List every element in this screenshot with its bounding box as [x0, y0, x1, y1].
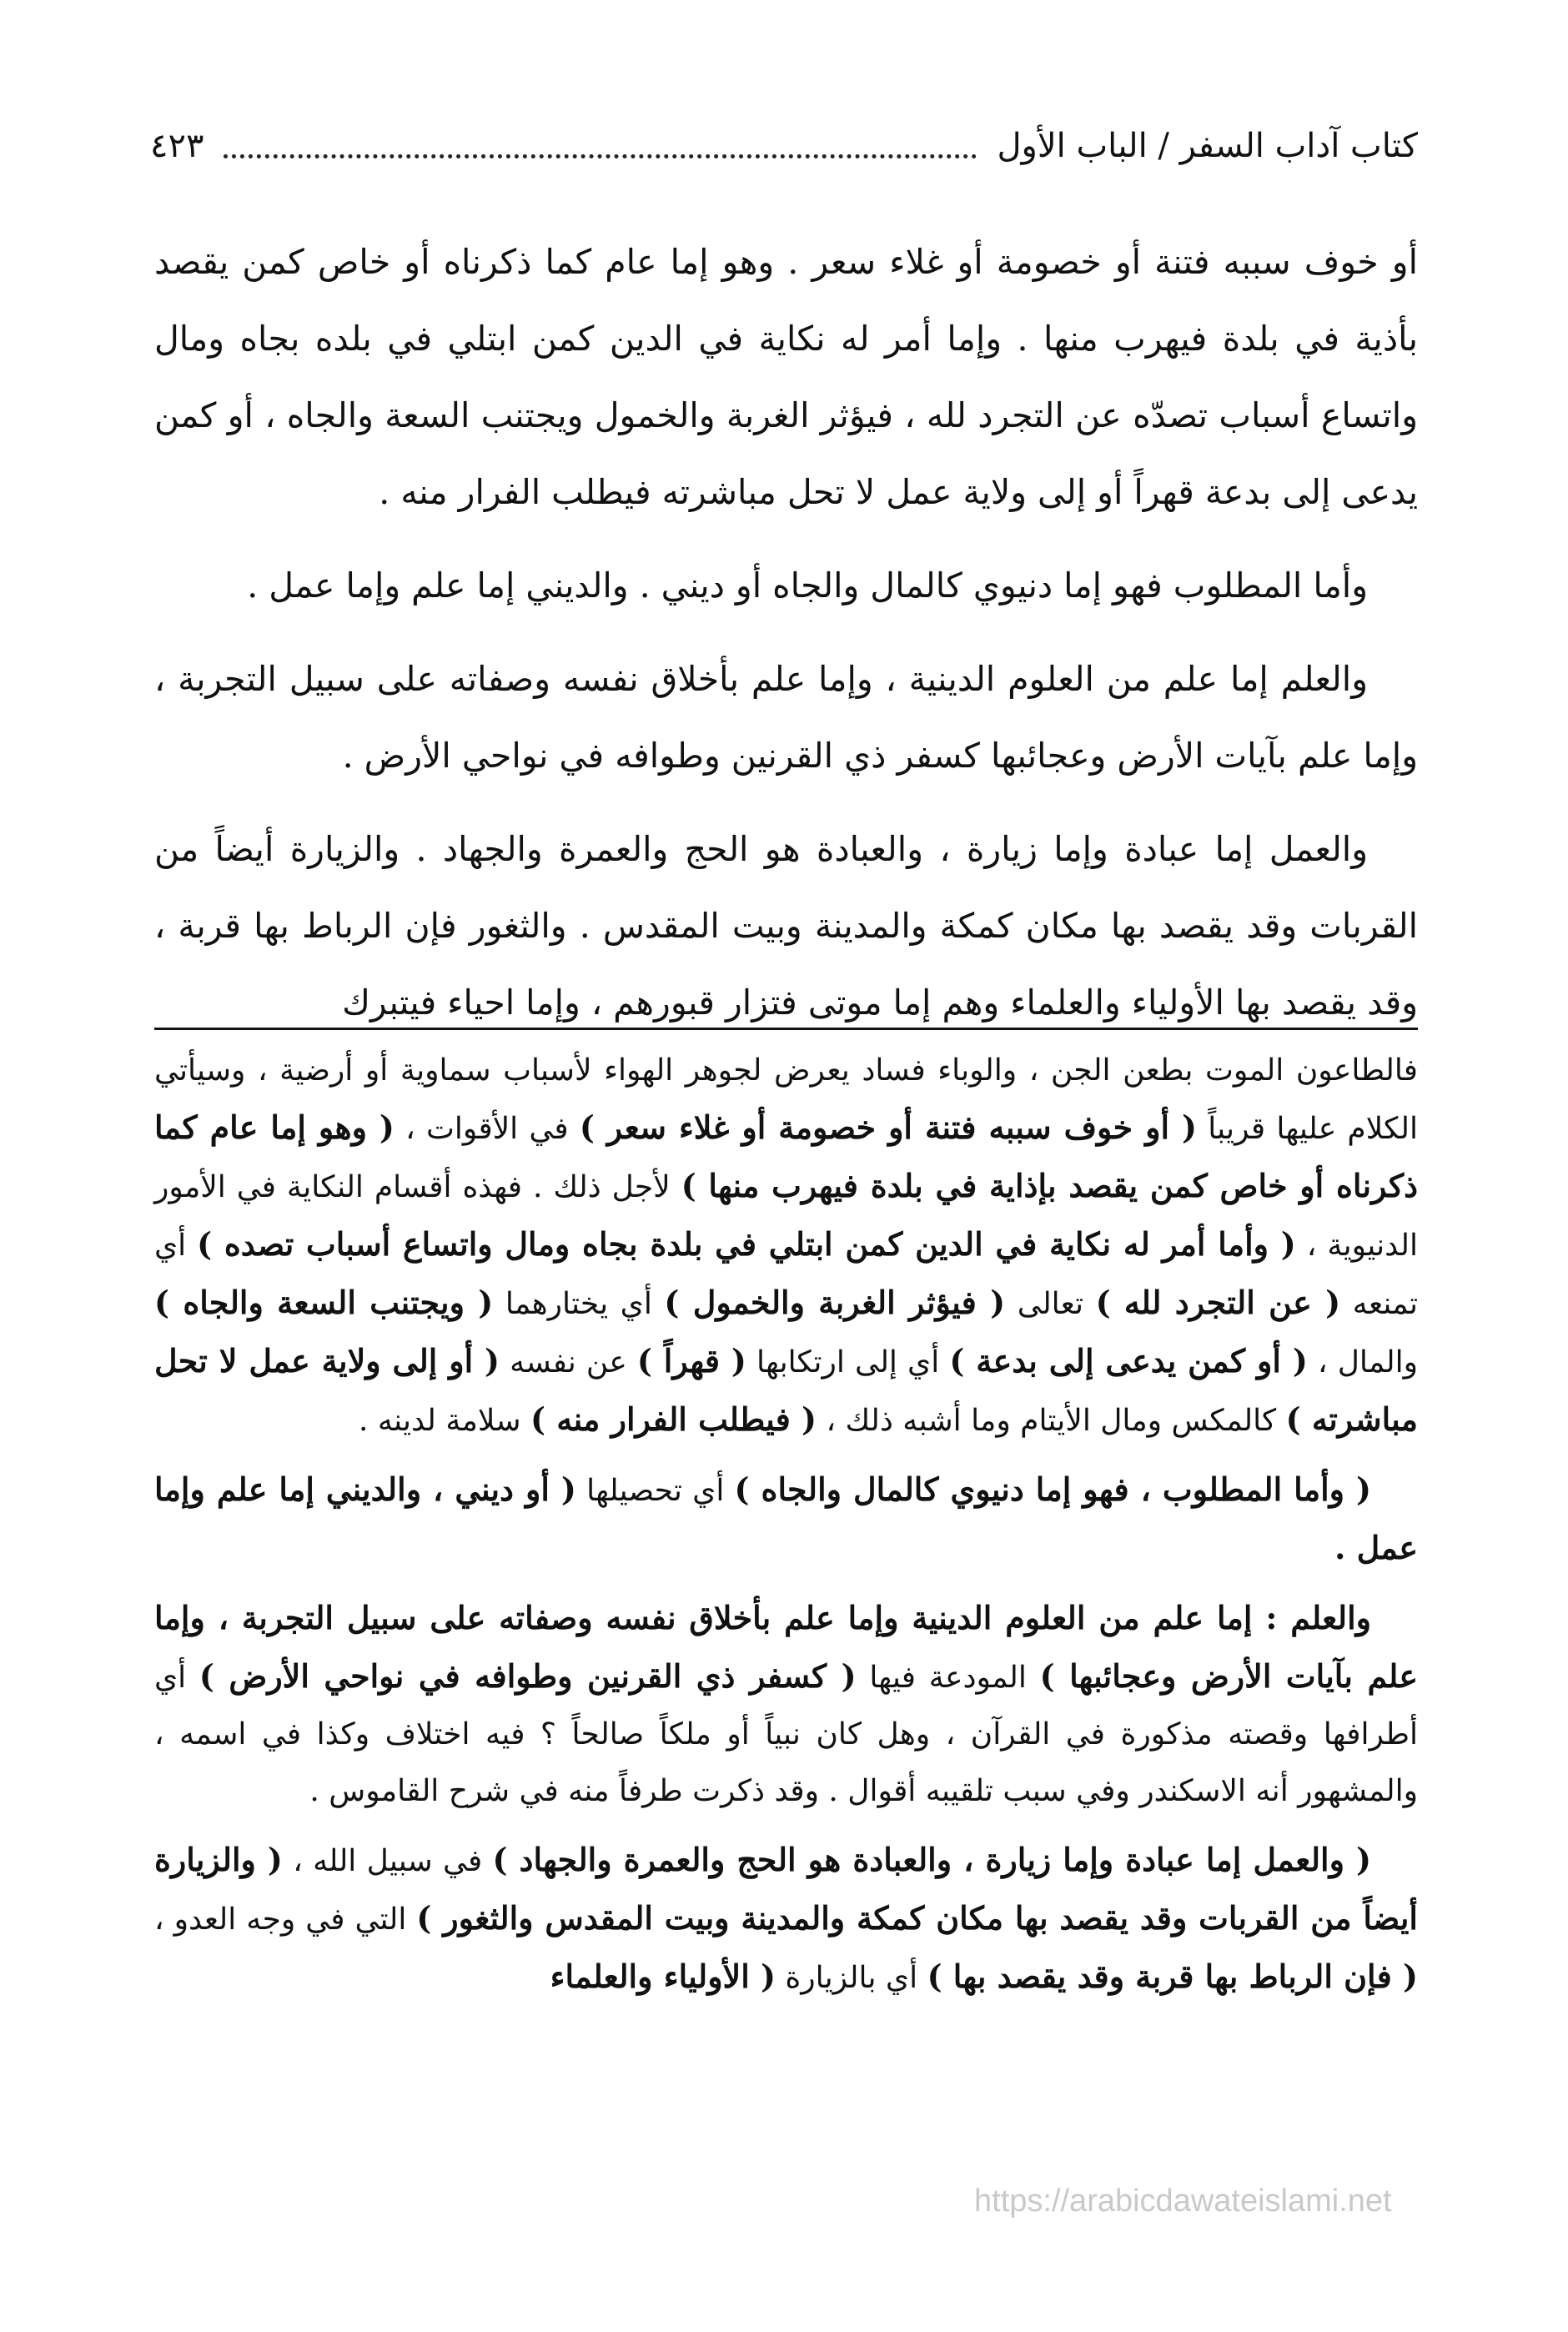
main-paragraph-4: والعمل إما عبادة وإما زيارة ، والعبادة هو الحج والعمرة والجهاد . والزيارة أيضاً من القربات وقد يقصد بها مكان كمكة والمدينة وبيت المقدس . والثغور فإن الرباط بها قربة ، وقد يقصد بها الأولياء والعلماء وهم إما موتى فتزار قبورهم ، وإما احياء فيتبرك	[154, 829, 1418, 1023]
commentary-quoted-text: ( فإن الرباط بها قربة وقد يقصد بها )	[927, 1958, 1418, 1995]
commentary-paragraph-1	[154, 1043, 1418, 1450]
commentary-quoted-text: ( وهو إما عام كما ذكرناه أو خاص كمن يقصد بإذاية في بلدة فيهرب منها )	[154, 1108, 1419, 1204]
commentary-paragraph-2	[154, 1461, 1418, 1578]
commentary-quoted-text: ( أو خوف سببه فتنة أو خصومة أو غلاء سعر )	[579, 1108, 1197, 1146]
commentary-text: أي بالزيارة	[775, 1961, 927, 1995]
commentary-quoted-text: ( والعمل إما عبادة وإما زيارة ، والعبادة هو الحج والعمرة والجهاد )	[492, 1841, 1371, 1878]
main-paragraph-3: والعلم إما علم من العلوم الدينية ، وإما علم بأخلاق نفسه وصفاته على سبيل التجربة ، وإما علم بآيات الأرض وعجائبها كسفر ذي القرنين وطوافه في نواحي الأرض .	[154, 659, 1418, 776]
commentary-text: عن نفسه	[500, 1345, 637, 1380]
commentary-quoted-text: ( أو إلى ولاية عمل لا تحل مباشرته )	[154, 1342, 1418, 1438]
commentary-text: في الأقوات ،	[394, 1112, 580, 1146]
page-number: ٤٢٣	[150, 127, 204, 165]
commentary-quoted-text: ( فيطلب الفرار منه )	[530, 1400, 817, 1438]
commentary-text: تعالى	[1005, 1287, 1096, 1321]
commentary-text: في سبيل الله ،	[282, 1844, 493, 1878]
commentary-quoted-text: ( وأما أمر له نكاية في الدين كمن ابتلي في بلدة بجاه ومال واتساع أسباب تصده )	[197, 1225, 1296, 1263]
commentary-text: كالمكس ومال الأيتام وما أشبه ذلك ،	[817, 1404, 1286, 1438]
commentary-text: لأجل ذلك . فهذه أقسام النكاية في الأمور الدنيوية ،	[154, 1170, 1418, 1263]
commentary-quoted-text: والعلم : إما علم من العلوم الدينية وإما علم بأخلاق نفسه وصفاته على سبيل التجربة ، وإما علم بآيات الأرض وعجائبها )	[154, 1599, 1419, 1695]
commentary-quoted-text: ( وأما المطلوب ، فهو إما دنيوي كالمال والجاه )	[734, 1470, 1371, 1508]
commentary-text: أي تمنعه	[154, 1229, 1419, 1321]
footnote-divider	[154, 1028, 1418, 1030]
main-paragraph-1: أو خوف سببه فتنة أو خصومة أو غلاء سعر . وهو إما عام كما ذكرناه أو خاص كمن يقصد بأذية في بلدة فيهرب منها . وإما أمر له نكاية في الدين كمن ابتلي في بلده بجاه ومال واتساع أسباب تصدّه عن التجرد لله ، فيؤثر الغربة والخمول ويجتنب السعة والجاه ، أو كمن يدعى إلى بدعة قهراً أو إلى ولاية عمل لا تحل مباشرته فيطلب الفرار منه .	[154, 242, 1418, 512]
chapter-title: كتاب آداب السفر / الباب الأول	[997, 127, 1418, 165]
commentary-text: أي يختارهما	[493, 1287, 665, 1321]
commentary-text: التي في وجه العدو ،	[154, 1902, 417, 1937]
commentary-text: فالطاعون الموت بطعن الجن ، والوباء فساد يعرض لجوهر الهواء لأسباب سماوية أو أرضية ، وسيأتي الكلام عليها قريباً	[154, 1053, 1419, 1146]
commentary-text: أي تحصيلها	[575, 1474, 735, 1508]
running-header	[150, 117, 1418, 175]
commentary-paragraph-3	[154, 1590, 1418, 1820]
commentary-quoted-text: ( عن التجرد لله )	[1095, 1284, 1341, 1321]
commentary-quoted-text: ( كسفر ذي القرنين وطوافه في نواحي الأرض )	[199, 1657, 857, 1695]
commentary-paragraph-4	[154, 1832, 1418, 2007]
commentary-quoted-text: ( فيؤثر الغربة والخمول )	[664, 1284, 1006, 1321]
commentary-quoted-text: ( قهراً )	[636, 1342, 746, 1380]
commentary-text: والمال ،	[1307, 1345, 1418, 1380]
commentary	[154, 1043, 1418, 2018]
commentary-text: المودعة فيها	[856, 1661, 1040, 1695]
commentary-quoted-text: ( ويجتنب السعة والجاه )	[154, 1284, 494, 1321]
watermark-url: https://arabicdawateislami.net	[974, 2184, 1392, 2219]
commentary-text: سلامة لدينه .	[358, 1404, 530, 1438]
commentary-quoted-text: ( أو ديني ، والديني إما علم وإما عمل .	[154, 1470, 1418, 1566]
commentary-text: أي إلى ارتكابها	[746, 1345, 950, 1380]
commentary-quoted-text: ( أو كمن يدعى إلى بدعة )	[949, 1342, 1308, 1380]
main-paragraph-2: وأما المطلوب فهو إما دنيوي كالمال والجاه أو ديني . والديني إما علم وإما عمل .	[247, 565, 1368, 606]
commentary-quoted-text: ( الأولياء والعلماء	[550, 1958, 776, 1995]
commentary-quoted-text: ( والزيارة أيضاً من القربات وقد يقصد بها مكان كمكة والمدينة وبيت المقدس والثغور )	[154, 1841, 1418, 1937]
main-text	[154, 224, 1418, 1058]
leader-dots	[224, 154, 977, 158]
commentary-text: أي أطرافها وقصته مذكورة في القرآن ، وهل كان نبياً أو ملكاً صالحاً ؟ فيه اختلاف وكذا في اسمه ، والمشهور أنه الاسكندر وفي سبب تلقيبه أقوال . وقد ذكرت طرفاً منه في شرح القاموس .	[154, 1661, 1418, 1808]
